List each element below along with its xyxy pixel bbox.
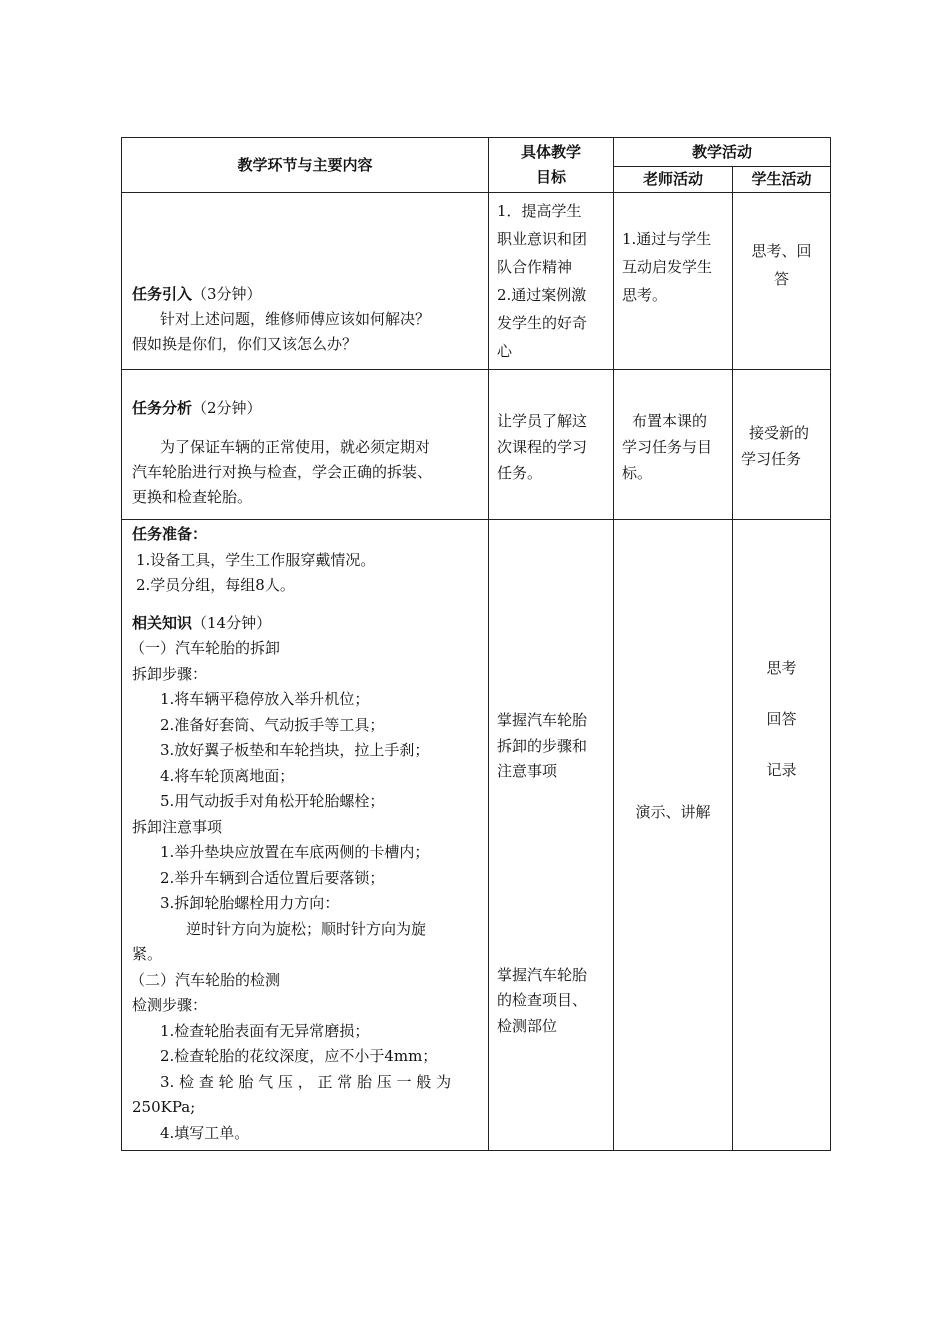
inspection-step3-line2: 250KPa; [132,1098,196,1116]
goal-line: 拆卸的步骤和 [497,736,588,755]
goal-line: 职业意识和团 [497,230,588,248]
header-activities: 教学活动 [614,138,831,167]
student-line: 接受新的 [749,424,810,442]
goal-line: 发学生的好奇 [497,314,588,332]
task-intro-goal [489,193,614,370]
goal-line: 1．提高学生 [497,202,582,220]
goal-line: 心 [497,342,513,360]
goal-line: 注意事项 [497,762,558,780]
inspection-step3-line1: 3. 检 查 轮 胎 气 压 ， 正 常 胎 压 一 般 为 [160,1072,452,1091]
goal-line: 的检查项目、 [497,991,588,1009]
removal-step: 5.用气动扳手对角松开轮胎螺栓； [160,792,385,810]
header-teacher-activity: 老师活动 [614,167,733,193]
removal-step: 4.将车轮顶离地面； [160,766,295,785]
task-analysis-line3: 更换和检查轮胎。 [132,488,253,506]
lesson-plan-table [121,137,831,1151]
knowledge-title: 相关知识 [132,613,193,632]
teacher-line: 思考。 [622,286,668,304]
task-analysis-teacher [614,370,733,520]
direction-line1: 逆时针方向为旋松；顺时针方向为旋 [186,919,427,938]
task-intro-line1: 针对上述问题，维修师傅应该如何解决？ [160,309,431,328]
removal-note: 3.拆卸轮胎螺栓用力方向： [160,894,340,912]
task-intro-student [733,193,831,370]
removal-step: 2.准备好套筒、气动扳手等工具； [160,715,385,734]
student-line: 答 [774,270,790,288]
header-goal-line1: 具体教学 [520,143,581,161]
task-analysis-goal [489,370,614,520]
removal-notes-title: 拆卸注意事项 [132,817,223,836]
task-analysis-line1: 为了保证车辆的正常使用，就必须定期对 [160,438,431,456]
inspection-steps-title: 检测步骤： [132,996,208,1014]
task-intro-title: 任务引入 [132,284,193,303]
task-prep-item: 1.设备工具，学生工作服穿戴情况。 [136,550,376,569]
goal-line: 检测部位 [497,1016,558,1035]
goal-line: 队合作精神 [497,258,573,276]
task-intro-cell [122,193,489,370]
header-goal-line2: 目标 [535,168,566,186]
goal-line: 任务。 [497,464,543,482]
section-inspection-title: （二）汽车轮胎的检测 [130,970,281,989]
goal-line: 掌握汽车轮胎 [497,711,588,729]
direction-line2: 紧。 [132,945,163,963]
section-removal-title: （一）汽车轮胎的拆卸 [130,639,281,657]
teacher-line: 演示、讲解 [635,803,711,821]
removal-note: 1.举升垫块应放置在车底两侧的卡槽内； [160,843,430,861]
task-analysis-student [733,370,831,520]
task-prep-goal [489,520,614,1151]
task-prep-title: 任务准备： [132,525,208,543]
teacher-line: 学习任务与目 [622,438,713,456]
inspection-step: 2.检查轮胎的花纹深度，应不小于4mm； [160,1047,438,1065]
goal-line: 次课程的学习 [497,438,588,456]
student-line: 思考、回 [751,242,812,260]
task-analysis-title: 任务分析 [132,399,193,417]
teacher-line: 布置本课的 [632,412,708,430]
task-prep-item: 2.学员分组，每组8人。 [136,576,295,594]
task-prep-student [733,520,831,1151]
task-analysis-cell [122,370,489,520]
teacher-line: 标。 [622,464,653,482]
task-analysis-time: （2分钟） [192,399,262,417]
student-line: 思考 [766,659,797,677]
header-content: 教学环节与主要内容 [122,138,489,193]
goal-line: 2.通过案例激 [497,286,587,304]
header-student-activity: 学生活动 [733,167,831,193]
inspection-step: 1.检查轮胎表面有无异常磨损； [160,1021,370,1040]
task-intro-teacher [614,193,733,370]
removal-step: 1.将车辆平稳停放入举升机位； [160,690,370,708]
task-analysis-line2: 汽车轮胎进行对换与检查，学会正确的拆装、 [132,463,433,481]
teacher-line: 1.通过与学生 [622,230,712,248]
goal-line: 掌握汽车轮胎 [497,965,588,984]
header-goal [489,138,614,193]
removal-note: 2.举升车辆到合适位置后要落锁； [160,868,385,887]
teacher-line: 互动启发学生 [622,258,713,276]
goal-line: 让学员了解这 [497,412,588,430]
removal-step: 3.放好翼子板垫和车轮挡块，拉上手刹； [160,741,430,759]
task-prep-teacher [614,520,733,1151]
task-prep-cell [122,520,489,1151]
student-line: 记录 [766,761,797,779]
inspection-step4: 4.填写工单。 [160,1123,250,1142]
task-intro-line2: 假如换是你们，你们又该怎么办？ [132,334,358,353]
student-line: 学习任务 [741,450,802,468]
removal-steps-title: 拆卸步骤： [132,664,208,683]
task-intro-time: （3分钟） [192,284,262,303]
student-line: 回答 [766,710,797,728]
knowledge-time: （14分钟） [192,613,272,632]
